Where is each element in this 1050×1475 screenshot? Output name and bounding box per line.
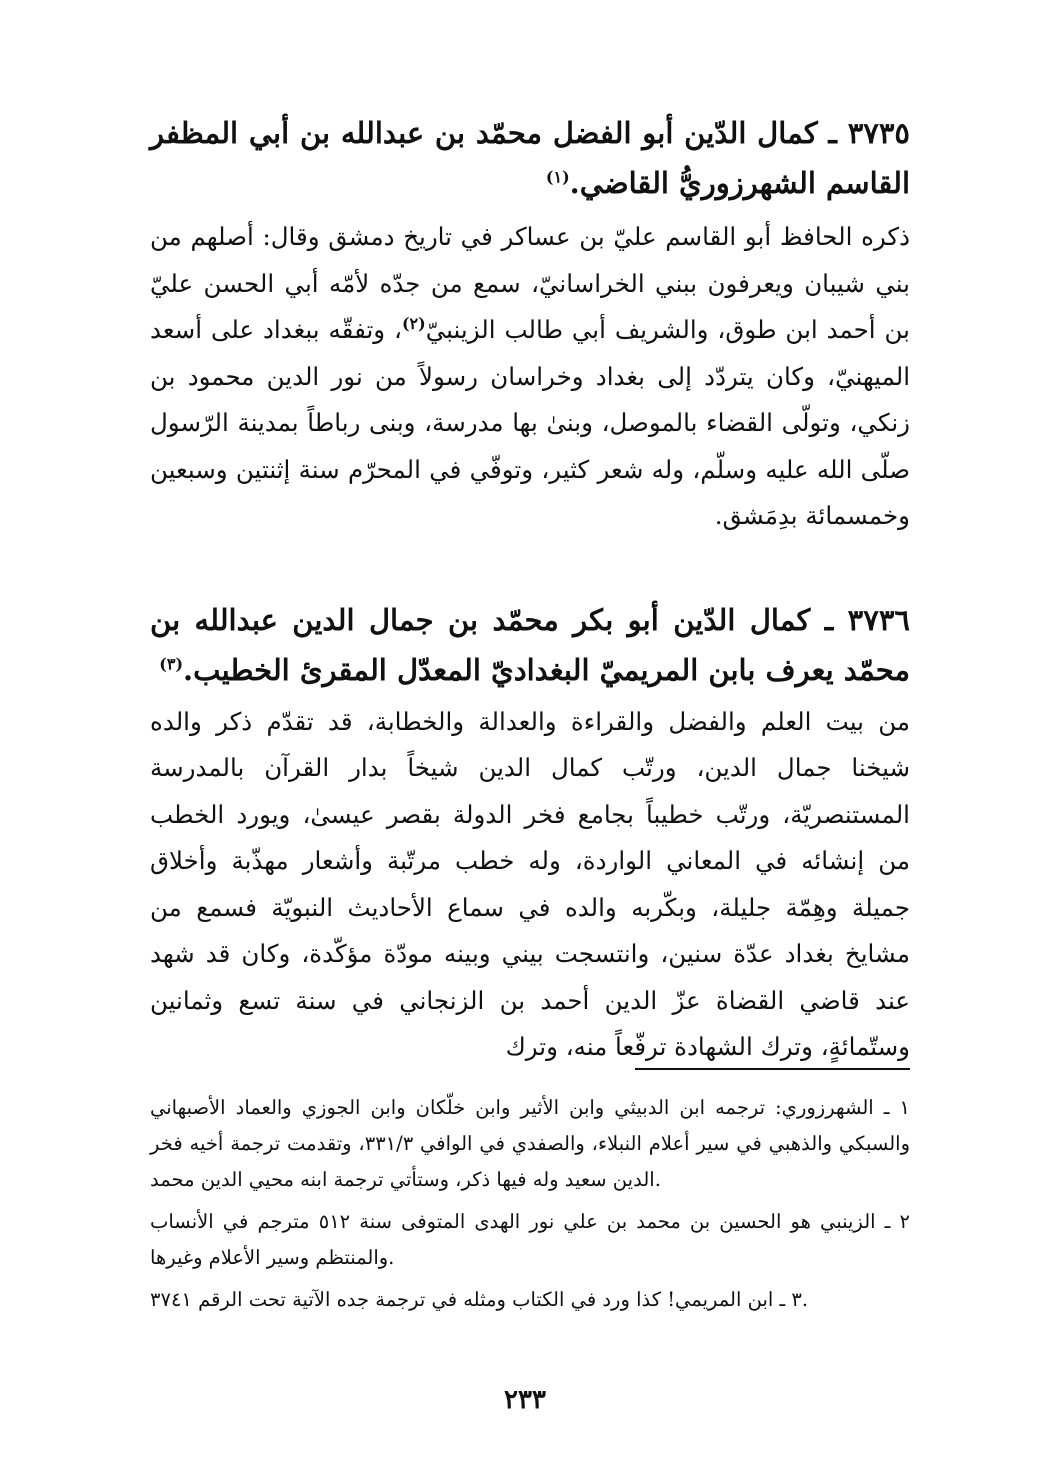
footnote-reference: (٢): [401, 313, 426, 333]
entry-body: من بيت العلم والفضل والقراءة والعدالة والخطابة، قد تقدّم ذكر والده شيخنا جمال الدين، ورتّب كمال الدين شيخاً بدار القرآن بالمدرسة المستنصريّة، ورتّب خطيباً بجامع فخر الدولة بقصر عيسىٰ، ويورد الخطب من إنشائه في المعاني الواردة، وله خطب مرتّبة وأشعار مهذّبة وأخلاق جميلة وهِمّة جليلة، وبكّربه والده في سماع الأحاديث النبويّة فسمع من مشايخ بغداد عدّة سنين، وانتسجت بيني وبينه مودّة مؤكّدة، وكان قد شهد عند قاضي القضاة عزّ الدين أحمد بن الزنجاني في سنة تسع وثمانين وستّمائةٍ، وترك الشهادة ترفّعاً منه، وترك: [150, 706, 910, 1061]
biography-entry-3736: [150, 595, 910, 1071]
footnotes: [150, 1090, 910, 1324]
entry-heading: ٣٧٣٥ ـ كمال الدّين أبو الفضل محمّد بن عبدالله بن أبي المظفر القاسم الشهرزوريُّ القاضي.$^{(١)}$: [150, 116, 910, 200]
entry-title: كمال الدّين أبو الفضل محمّد بن عبدالله بن أبي المظفر القاسم الشهرزوريُّ القاضي.: [150, 116, 910, 200]
footnote-reference: (١): [545, 167, 570, 187]
entry-body-text: ذكره الحافظ أبو القاسم عليّ بن عساكر في تاريخ دمشق وقال: أصلهم من بني شيبان ويعرفون ببني الخراسانيّ، سمع من جدّه لأمّه أبي الحسن عليّ بن أحمد ابن طوق، والشريف أبي طالب الزينبيّ: [150, 222, 910, 344]
footnote-3: ٣ ـ ابن المريمي! كذا ورد في الكتاب ومثله في ترجمة جده الآتية تحت الرقم ٣٧٤١.: [150, 1288, 809, 1311]
footnote-1: ١ ـ الشهرزوري: ترجمه ابن الدبيثي وابن الأثير وابن خلّكان وابن الجوزي والعماد الأصبهاني والسبكي والذهبي في سير أعلام النبلاء، والصفدي في الوافي ٣٣١/٣، وتقدمت ترجمة أخيه فخر الدين سعيد وله فيها ذكر، وستأتي ترجمة ابنه محيي الدين محمد.: [150, 1096, 911, 1191]
page-number: ٢٣٣: [504, 1385, 546, 1415]
entry-number: ٣٧٣٦: [847, 602, 910, 637]
entry-heading: ٣٧٣٦ ـ كمال الدّين أبو بكر محمّد بن جمال الدين عبدالله بن محمّد يعرف بابن المريميّ البغداديّ المعدّل المقرئ الخطيب.$^{(٣)}$: [150, 602, 910, 687]
footnote-divider: [635, 1068, 910, 1070]
footnote-reference: (٣): [159, 653, 184, 673]
entry-number: ٣٧٣٥: [847, 116, 910, 150]
entry-body: [150, 214, 910, 540]
biography-entry-3735: [150, 108, 910, 540]
footnote-2: ٢ ـ الزينبي هو الحسين بن محمد بن علي نور الهدى المتوفى سنة ٥١٢ مترجم في الأنساب والمنتظم وسير الأعلام وغيرها.: [150, 1210, 910, 1269]
entry-body-text: ، وتفقّه ببغداد على أسعد الميهنيّ، وكان يتردّد إلى بغداد وخراسان رسولاً من نور الدين محمود بن زنكي، وتولّى القضاء بالموصل، وبنىٰ بها مدرسة، وبنى رباطاً بمدينة الرّسول صلّى الله عليه وسلّم، وله شعر كثير، وتوفّي في المحرّم سنة إثنتين وسبعين وخمسمائة بدِمَشق.: [150, 315, 910, 530]
entry-title: كمال الدّين أبو بكر محمّد بن جمال الدين عبدالله بن محمّد يعرف بابن المريميّ البغداديّ المعدّل المقرئ الخطيب.: [150, 602, 910, 687]
